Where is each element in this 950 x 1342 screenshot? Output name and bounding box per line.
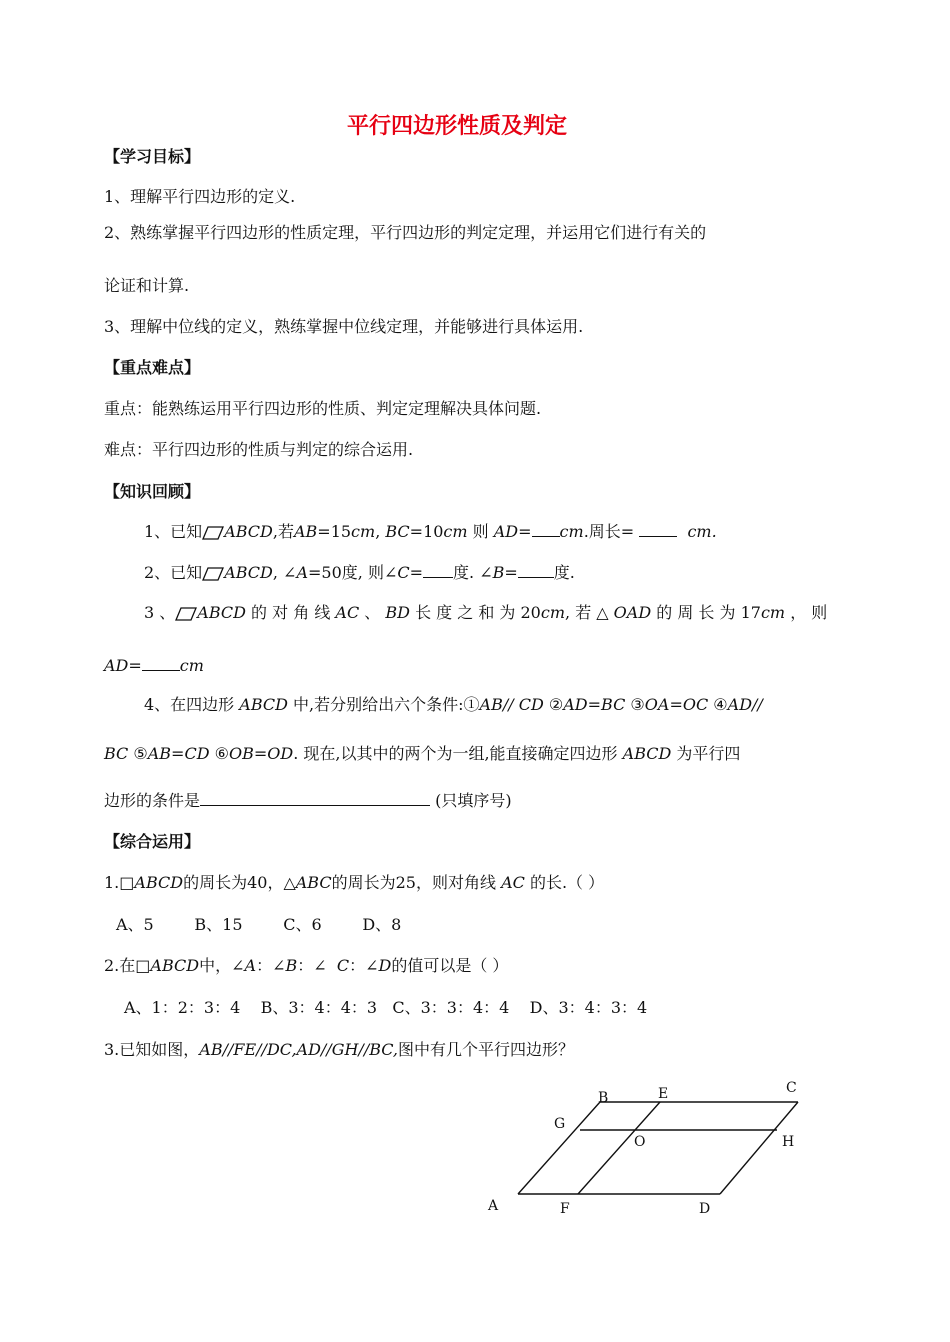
review-q4-cont: BC ⑤AB=CD ⑥OB=OD. 现在,以其中的两个为一组,能直接确定四边形 ABCD 为平行四 (104, 744, 741, 763)
goal-2-cont: 论证和计算. (104, 276, 190, 295)
practice-q2: 2.在□ABCD中，∠A：∠B：∠ C：∠D的值可以是（ ） (104, 956, 509, 975)
answer-blank[interactable] (423, 561, 453, 578)
label-E: E (658, 1086, 669, 1102)
section-heading-key: 【重点难点】 (104, 358, 201, 377)
answer-blank[interactable] (200, 789, 430, 806)
practice-q2-options: A、1：2：3：4 B、3：4：4：3 C、3：3：4：4 D、3：4：3：4 (124, 998, 648, 1017)
label-G: G (554, 1116, 566, 1132)
label-A: A (488, 1198, 499, 1214)
review-q2: 2、已知 ABCD, ∠A=50度, 则∠C= 度. ∠B= 度. (144, 563, 575, 582)
goal-3: 3、理解中位线的定义，熟练掌握中位线定理，并能够进行具体运用. (104, 317, 584, 336)
answer-blank[interactable] (518, 561, 554, 578)
practice-q1: 1.□ABCD的周长为40，△ABC的周长为25，则对角线 AC 的长.（ ） (104, 873, 605, 892)
practice-q3: 3.已知如图，AB//FE//DC,AD//GH//BC,图中有几个平行四边形？ (104, 1040, 575, 1059)
key-point-2: 难点：平行四边形的性质与判定的综合运用. (104, 440, 414, 459)
line-FE (578, 1102, 660, 1194)
page-title: 平行四边形性质及判定 (347, 114, 568, 139)
label-B: B (598, 1090, 609, 1106)
section-heading-practice: 【综合运用】 (104, 832, 201, 851)
practice-q1-options: A、5 B、15 C、6 D、8 (116, 915, 402, 934)
label-C: C (786, 1080, 797, 1096)
answer-blank[interactable] (532, 520, 560, 537)
section-heading-review: 【知识回顾】 (104, 482, 201, 501)
label-H: H (782, 1134, 795, 1150)
parallelogram-icon (202, 567, 224, 581)
review-q1: 1、已知 ABCD,若AB=15cm, BC=10cm 则 AD= cm.周长= cm. (144, 522, 717, 541)
parallelogram-icon (202, 526, 224, 540)
review-q4: 4、在四边形 ABCD 中,若分别给出六个条件:①AB// CD ②AD=BC ③OA=OC ④AD// (144, 695, 763, 714)
answer-blank[interactable] (639, 520, 677, 537)
answer-blank[interactable] (142, 654, 180, 671)
label-O: O (634, 1134, 646, 1150)
label-D: D (699, 1201, 711, 1217)
label-F: F (560, 1201, 570, 1217)
section-heading-goals: 【学习目标】 (104, 147, 201, 166)
goal-1: 1、理解平行四边形的定义. (104, 187, 296, 206)
parallelogram-figure (480, 1070, 820, 1220)
review-q3-cont: AD= cm (104, 656, 204, 675)
review-q4-cont2: 边形的条件是 (只填序号) (104, 791, 512, 810)
key-point-1: 重点：能熟练运用平行四边形的性质、判定定理解决具体问题. (104, 399, 542, 418)
review-q3: 3 、 ABCD 的 对 角 线 AC 、 BD 长 度 之 和 为 20cm, 若 △ OAD 的 周 长 为 17cm ， 则 (144, 603, 828, 622)
goal-2: 2、熟练掌握平行四边形的性质定理，平行四边形的判定定理，并运用它们进行有关的 (104, 223, 707, 242)
parallelogram-icon (175, 607, 197, 621)
